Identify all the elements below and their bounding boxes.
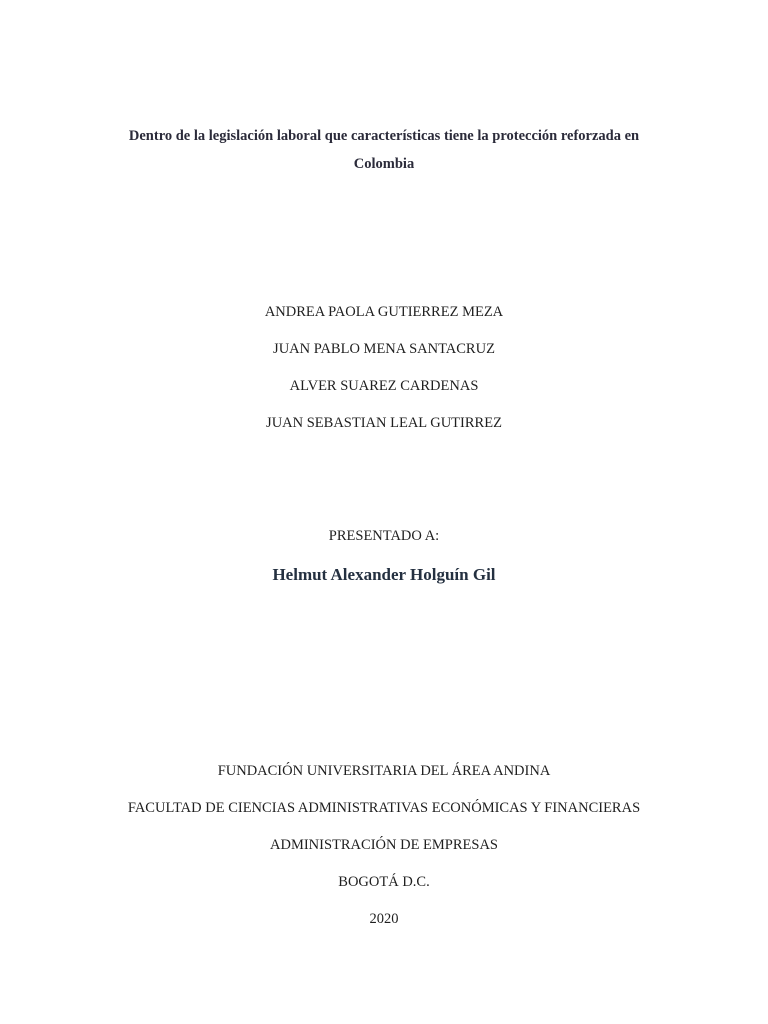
program-name: ADMINISTRACIÓN DE EMPRESAS [270, 837, 498, 853]
document-title-line-2: Colombia [353, 156, 415, 172]
document-year: 2020 [369, 911, 399, 927]
presented-to-name: Helmut Alexander Holguín Gil [272, 565, 496, 584]
institution-name: FUNDACIÓN UNIVERSITARIA DEL ÁREA ANDINA [217, 763, 551, 779]
author-4: JUAN SEBASTIAN LEAL GUTIRREZ [266, 415, 502, 431]
author-3: ALVER SUAREZ CARDENAS [289, 378, 479, 394]
document-title-line-1: Dentro de la legislación laboral que características tiene la protección reforzada en [128, 128, 640, 144]
presented-to-label: PRESENTADO A: [328, 528, 440, 544]
author-1: ANDREA PAOLA GUTIERREZ MEZA [264, 304, 504, 320]
faculty-name: FACULTAD DE CIENCIAS ADMINISTRATIVAS ECONÓMICAS Y FINANCIERAS [127, 800, 641, 816]
author-2: JUAN PABLO MENA SANTACRUZ [273, 341, 495, 357]
city-name: BOGOTÁ D.C. [338, 874, 430, 890]
